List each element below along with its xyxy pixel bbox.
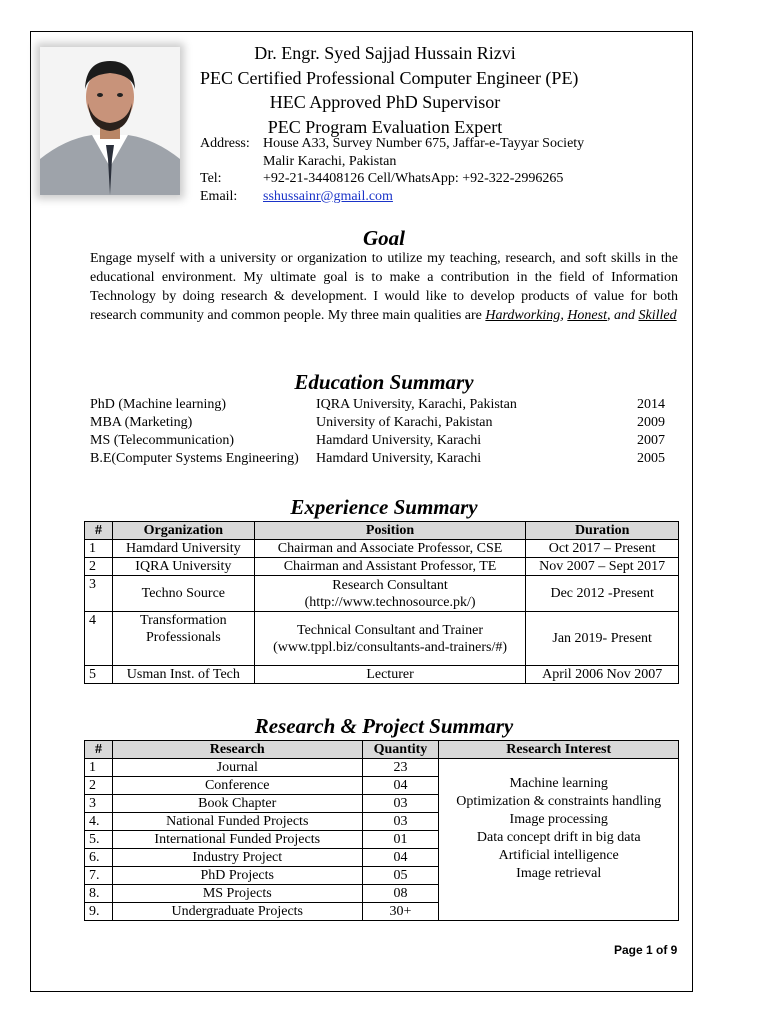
- goal-text: Engage myself with a university or organization to utilize my teaching, research, and soft skills in the educational environment. My ultimate goal is to make a contribution in the field of Information Technology by doing research & development. I would like to develop products of value for both research community and common people. My three main qualities are: [90, 251, 678, 323]
- evaluator-line: PEC Program Evaluation Expert: [267, 116, 503, 137]
- experience-header-row: # Organization Position Duration: [85, 522, 679, 540]
- address-label: Address:: [200, 136, 250, 151]
- address-line-1: House A33, Survey Number 675, Jaffar-e-Tayyar Society: [263, 136, 585, 151]
- supervisor-line: HEC Approved PhD Supervisor: [269, 92, 501, 112]
- education-heading: Education Summary: [294, 370, 474, 394]
- table-row: 5 Usman Inst. of Tech Lecturer April 2006 Nov 2007: [85, 666, 679, 684]
- table-row: 1 Hamdard University Chairman and Associate Professor, CSE Oct 2017 – Present: [85, 540, 679, 558]
- certification-line: PEC Certified Professional Computer Engineer (PE): [200, 67, 579, 88]
- education-row: PhD (Machine learning) IQRA University, Karachi, Pakistan 2014: [90, 397, 665, 412]
- research-heading: Research & Project Summary: [254, 714, 514, 738]
- email-label: Email:: [200, 188, 238, 204]
- table-row: 7. PhD Projects 05: [85, 867, 679, 885]
- quality-honest: Honest: [567, 308, 607, 323]
- table-row: 2 IQRA University Chairman and Assistant Professor, TE Nov 2007 – Sept 2017: [85, 558, 679, 576]
- research-interest-list: Machine learning Optimization & constraints handling Image processing Data concept drift in big data Artificial intelligence Image retrieval: [439, 759, 679, 921]
- table-row: 2 Conference 04: [85, 777, 679, 795]
- header-block: [200, 41, 579, 139]
- page-number: Page 1 of 9: [614, 943, 678, 957]
- table-row: 8. MS Projects 08: [85, 885, 679, 903]
- research-header-row: # Research Quantity Research Interest: [85, 741, 679, 759]
- table-row: 9. Undergraduate Projects 30+: [85, 903, 679, 921]
- goal-paragraph: Engage myself with a university or organization to utilize my teaching, research, and soft skills in the educational environment. My ultimate goal is to make a contribution in the field of Information Technology by doing research & development. I would like to develop products of value for both research community and common people. My three main qualities are Hardworking, Honest, and Skilled: [90, 251, 678, 323]
- education-row: B.E(Computer Systems Engineering) Hamdard University, Karachi 2005: [90, 451, 665, 466]
- quality-hardworking: Hardworking: [485, 308, 561, 323]
- research-table: [84, 740, 679, 921]
- tel-value: +92-21-34408126 Cell/WhatsApp: +92-322-2996265: [263, 171, 564, 186]
- education-row: MS (Telecommunication) Hamdard University, Karachi 2007: [90, 433, 665, 448]
- address-line-2: Malir Karachi, Pakistan: [263, 153, 397, 169]
- table-row: 1 Journal 23 Machine learning Optimization & constraints handling Image processing Data concept drift in big data Artificial intelligence Image retrieval: [85, 759, 679, 777]
- table-row: 6. Industry Project 04: [85, 849, 679, 867]
- quality-skilled: Skilled: [638, 308, 677, 323]
- education-list: [90, 396, 665, 468]
- goal-heading: Goal: [363, 226, 405, 250]
- education-row: MBA (Marketing) University of Karachi, Pakistan 2009: [90, 415, 665, 430]
- table-row: 4. National Funded Projects 03: [85, 813, 679, 831]
- table-row: 4 Transformation Professionals Technical Consultant and Trainer (www.tppl.biz/consultants-and-trainers/#) Jan 2019- Present: [85, 612, 679, 666]
- table-row: 5. International Funded Projects 01: [85, 831, 679, 849]
- table-row: 3 Techno Source Research Consultant (http://www.technosource.pk/) Dec 2012 -Present: [85, 576, 679, 612]
- experience-heading: Experience Summary: [290, 495, 478, 519]
- profile-photo: [40, 47, 180, 195]
- tel-label: Tel:: [200, 171, 222, 186]
- name-line: Dr. Engr. Syed Sajjad Hussain Rizvi: [254, 43, 516, 63]
- experience-table: [84, 521, 679, 684]
- email-link[interactable]: sshussainr@gmail.com: [263, 188, 393, 204]
- table-row: 3 Book Chapter 03: [85, 795, 679, 813]
